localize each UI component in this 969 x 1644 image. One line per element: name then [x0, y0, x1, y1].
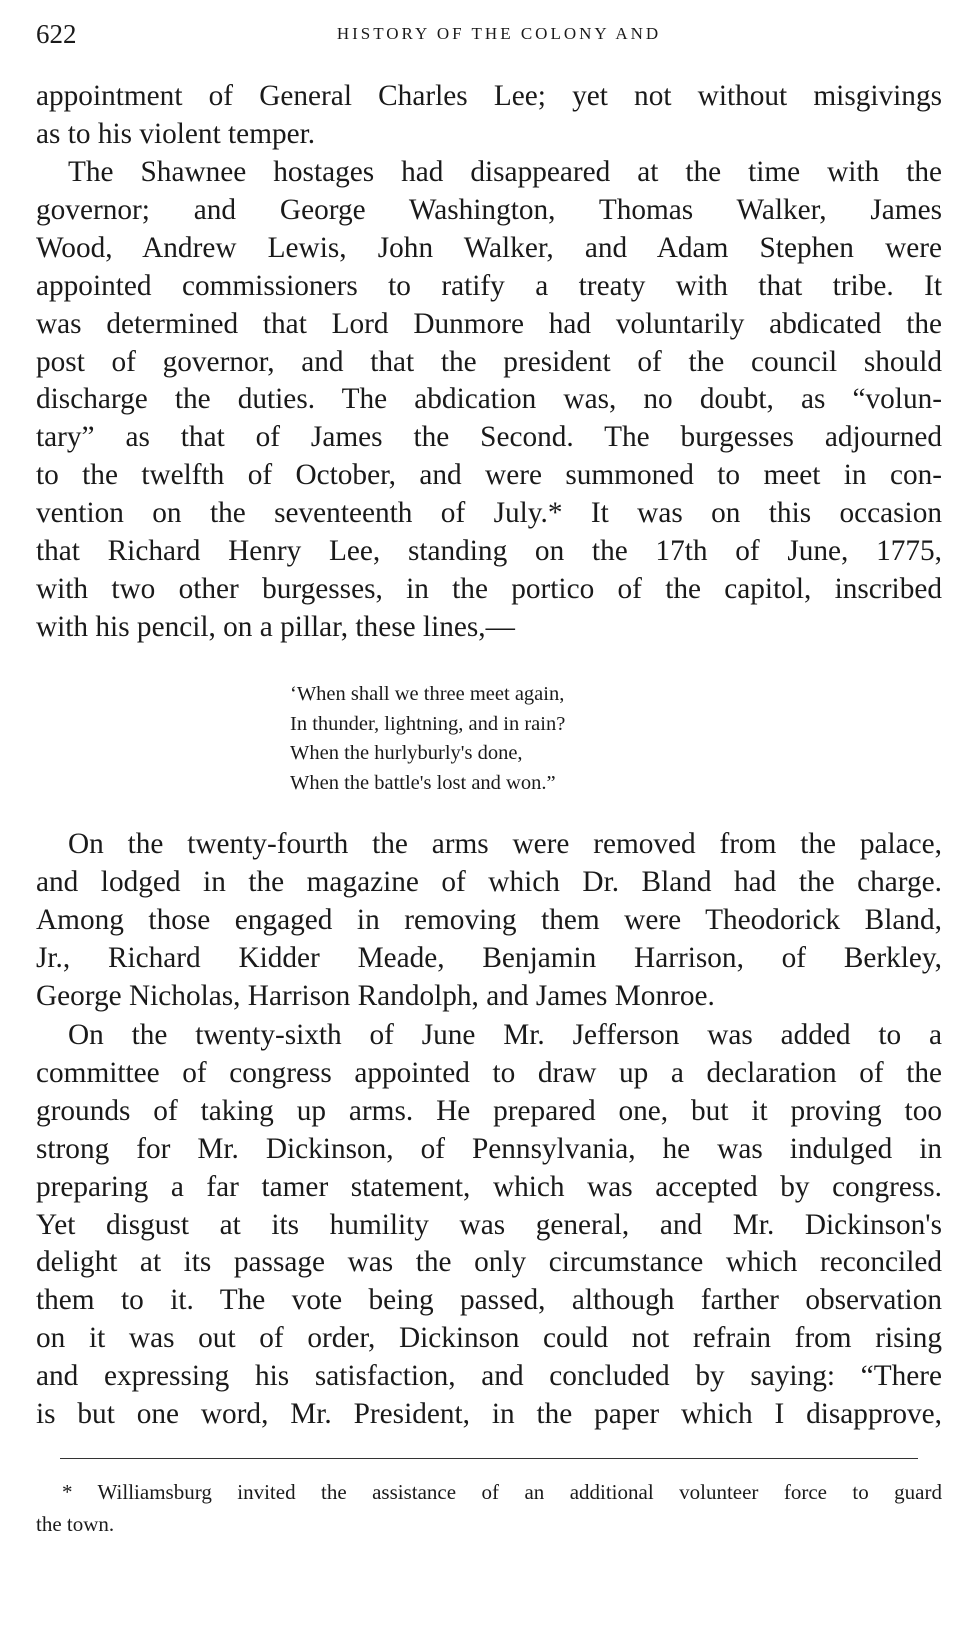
text-line: Wood, Andrew Lewis, John Walker, and Adam Stephen were [36, 231, 942, 264]
text-line: strong for Mr. Dickinson, of Pennsylvania, he was indulged in [36, 1132, 942, 1165]
verse-line: In thunder, lightning, and in rain? [290, 712, 566, 735]
verse-quote [290, 680, 565, 798]
text-line: Jr., Richard Kidder Meade, Benjamin Harrison, of Berkley, [36, 941, 942, 974]
running-title: HISTORY OF THE COLONY AND [336, 24, 662, 43]
text-line: vention on the seventeenth of July.* It was on this occasion [36, 497, 942, 530]
text-line: and lodged in the magazine of which Dr. Bland had the charge. [36, 865, 942, 898]
running-head [36, 14, 942, 54]
text-line: tary” as that of James the Second. The burgesses adjourned [36, 421, 942, 454]
text-line: grounds of taking up arms. He prepared one, but it proving too [36, 1094, 942, 1127]
verse-line: ‘When shall we three meet again, [290, 683, 565, 705]
text-line: On the twenty-fourth the arms were removed from the palace, [68, 828, 942, 860]
text-line: appointed commissioners to ratify a treaty with that tribe. It [36, 269, 942, 302]
text-line: discharge the duties. The abdication was, no doubt, as “volun- [36, 383, 942, 416]
text-line: governor; and George Washington, Thomas Walker, James [36, 193, 942, 226]
text-line: appointment of General Charles Lee; yet not without misgivings [36, 80, 942, 112]
text-line: to the twelfth of October, and were summoned to meet in con- [36, 459, 942, 492]
paragraph-shawnee-hostages [36, 154, 942, 647]
text-line: as to his violent temper. [36, 117, 316, 150]
footnote-line: * Williamsburg invited the assistance of an additional volunteer force to guard [62, 1480, 942, 1504]
verse-line: When the hurlyburly's done, [290, 742, 523, 764]
paragraph-continuation [36, 78, 942, 154]
text-line: The Shawnee hostages had disappeared at the time with the [68, 156, 942, 188]
page-number: 622 [36, 19, 77, 49]
text-line: and expressing his satisfaction, and concluded by saying: “There [36, 1360, 942, 1393]
footnote-line: the town. [36, 1512, 115, 1536]
verse-line: When the battle's lost and won.” [290, 771, 556, 794]
text-line: post of governor, and that the president of the council should [36, 345, 942, 378]
text-line: Yet disgust at its humility was general, and Mr. Dickinson's [36, 1208, 942, 1241]
footnote-divider [60, 1458, 918, 1459]
paragraph-arms-removed [36, 826, 942, 1016]
text-line: with two other burgesses, in the portico of the capitol, inscribed [36, 572, 942, 605]
text-line: on it was out of order, Dickinson could not refrain from rising [36, 1322, 942, 1355]
text-line: delight at its passage was the only circumstance which reconciled [36, 1246, 942, 1279]
text-line: On the twenty-sixth of June Mr. Jefferson was added to a [68, 1019, 942, 1051]
text-line: is but one word, Mr. President, in the paper which I disapprove, [36, 1398, 942, 1431]
text-line: with his pencil, on a pillar, these lines,— [36, 610, 515, 643]
text-line: them to it. The vote being passed, although farther observation [36, 1284, 942, 1317]
paragraph-jefferson-committee [36, 1017, 942, 1434]
text-line: was determined that Lord Dunmore had voluntarily abdicated the [36, 307, 942, 340]
text-line: preparing a far tamer statement, which was accepted by congress. [36, 1170, 942, 1203]
text-line: Among those engaged in removing them were Theodorick Bland, [36, 903, 942, 936]
footnote [36, 1476, 942, 1540]
text-line: that Richard Henry Lee, standing on the 17th of June, 1775, [36, 535, 942, 568]
text-line: committee of congress appointed to draw up a declaration of the [36, 1056, 942, 1089]
text-line: George Nicholas, Harrison Randolph, and James Monroe. [36, 979, 715, 1012]
